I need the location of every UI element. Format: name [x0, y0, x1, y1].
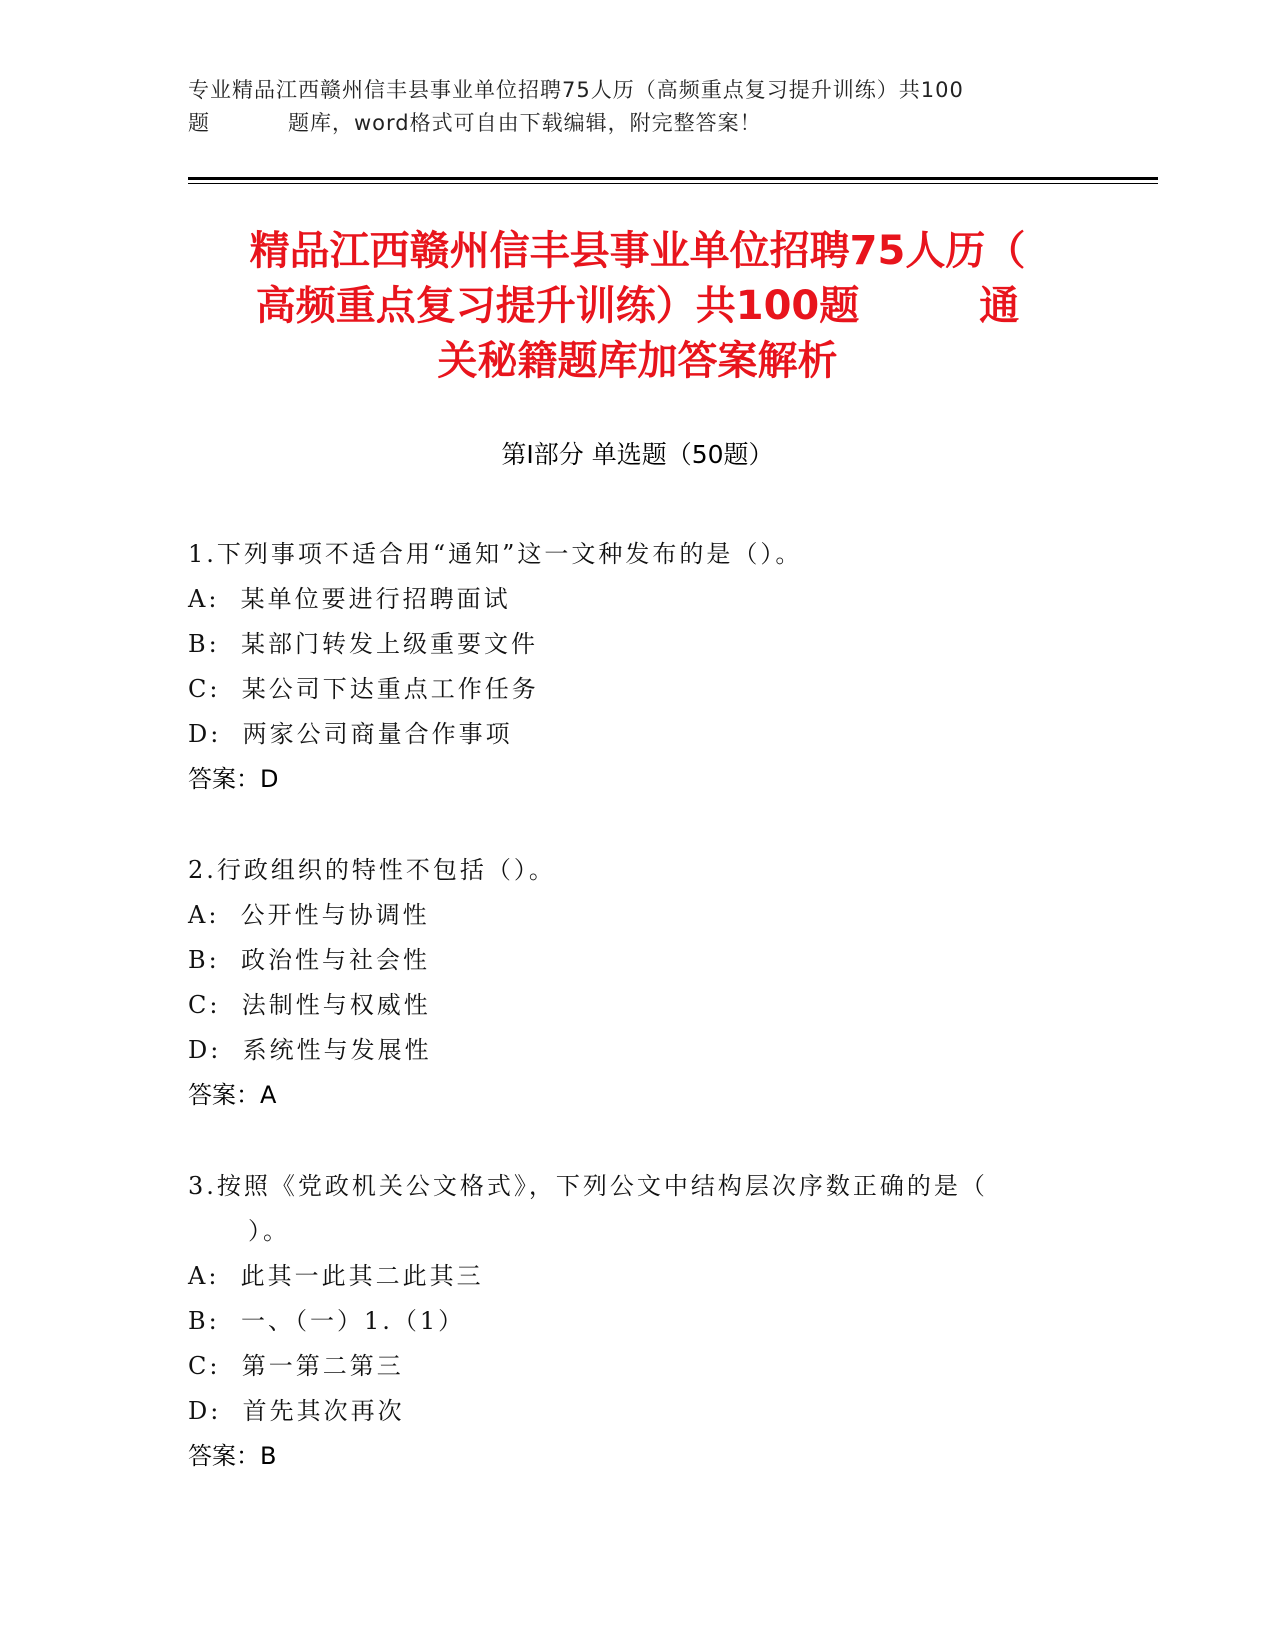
option-a: A: 此其一此其二此其三 [188, 1262, 484, 1290]
header-note [188, 74, 1088, 140]
question-text: 3.按照《党政机关公文格式》，下列公文中结构层次序数正确的是（ [188, 1172, 988, 1200]
answer: 答案：B [188, 1442, 277, 1470]
header-note-line2-prefix: 题 [188, 111, 210, 135]
answer: 答案：A [188, 1081, 277, 1109]
question-item [188, 532, 1088, 802]
option-a: A: 某单位要进行招聘面试 [188, 585, 511, 613]
title-line-2 [160, 279, 1115, 334]
header-rule-thick [188, 177, 1158, 180]
option-b: B: 政治性与社会性 [188, 946, 430, 974]
option-d: D: 系统性与发展性 [188, 1036, 432, 1064]
option-c: C: 某公司下达重点工作任务 [188, 675, 539, 703]
question-text-continued: ）。 [248, 1217, 290, 1245]
option-b: B: 一、（一）1.（1） [188, 1307, 466, 1335]
answer: 答案：D [188, 765, 279, 793]
question-text: 1.下列事项不适合用“通知”这一文种发布的是（）。 [188, 540, 803, 568]
title-line-1: 精品江西赣州信丰县事业单位招聘75人历（ [249, 228, 1026, 274]
question-item [188, 1164, 1088, 1479]
title-line-3: 关秘籍题库加答案解析 [437, 338, 838, 384]
option-c: C: 法制性与权威性 [188, 991, 431, 1019]
question-item [188, 848, 1088, 1118]
title-line-2b: 通 [979, 283, 1020, 329]
question-text: 2.行政组织的特性不包括（）。 [188, 856, 556, 884]
question-list [188, 532, 1088, 1525]
option-c: C: 第一第二第三 [188, 1352, 404, 1380]
header-note-line2-rest: 题库，word格式可自由下载编辑，附完整答案！ [288, 111, 762, 135]
option-a: A: 公开性与协调性 [188, 901, 430, 929]
header-note-line2 [188, 107, 1088, 140]
header-note-line1: 专业精品江西赣州信丰县事业单位招聘75人历（高频重点复习提升训练）共100 [188, 78, 964, 102]
section-title: 第Ⅰ部分 单选题（50题） [501, 440, 774, 469]
option-b: B: 某部门转发上级重要文件 [188, 630, 538, 658]
option-d: D: 首先其次再次 [188, 1397, 405, 1425]
document-title [160, 224, 1115, 389]
header-rule-thin [188, 183, 1158, 184]
option-d: D: 两家公司商量合作事项 [188, 720, 513, 748]
title-line-2a: 高频重点复习提升训练）共100题 [255, 283, 860, 329]
